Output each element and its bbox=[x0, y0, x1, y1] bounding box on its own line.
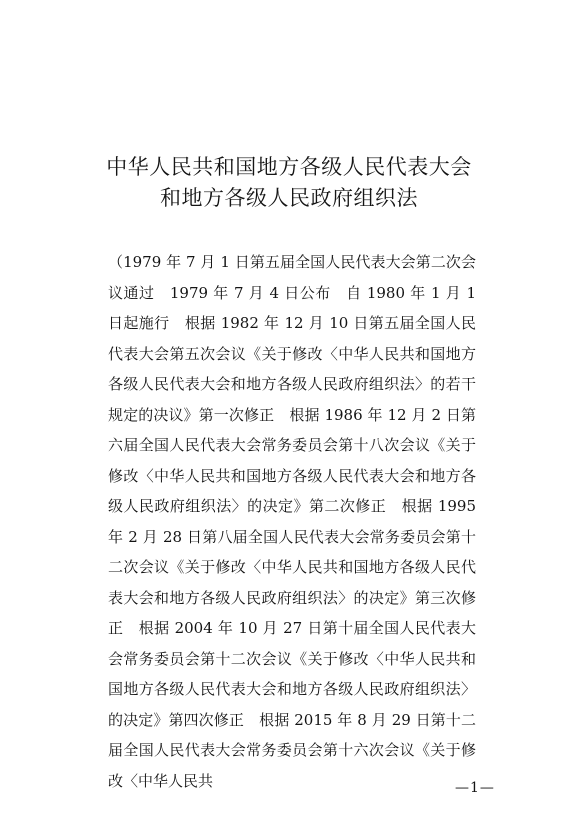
page-number: —1— bbox=[455, 780, 495, 796]
document-title-line-2: 和地方各级人民政府组织法 bbox=[160, 186, 418, 210]
document-title-line-1: 中华人民共和国地方各级人民代表大会 bbox=[106, 155, 472, 179]
legislative-history-paragraph: （1979 年 7 月 1 日第五届全国人民代表大会第二次会议通过 1979 年 7 月 4 日公布 自 1980 年 1 月 1 日起施行 根据 1982 年 12 月 10 日第五届全国人民代表大会第五次会议《关于修改〈中华人民共和国地方各级人民代表大会和地方各级人民政府组织法〉的若干规定的决议》第一次修正 根据 1986 年 12 月 2 日第六届全国人民代表大会常务委员会第十八次会议《关于修改〈中华人民共和国地方各级人民代表大会和地方各级人民政府组织法〉的决定》第二次修正 根据 1995 年 2 月 28 日第八届全国人民代表大会常务委员会第十二次会议《关于修改〈中华人民共和国地方各级人民代表大会和地方各级人民政府组织法〉的决定》第三次修正 根据 2004 年 10 月 27 日第十届全国人民代表大会常务委员会第十二次会议《关于修改〈中华人民共和国地方各级人民代表大会和地方各级人民政府组织法〉的决定》第四次修正 根据 2015 年 8 月 29 日第十二届全国人民代表大会常务委员会第十六次会议《关于修改〈中华人民共 bbox=[108, 253, 476, 790]
document-title bbox=[0, 152, 578, 214]
